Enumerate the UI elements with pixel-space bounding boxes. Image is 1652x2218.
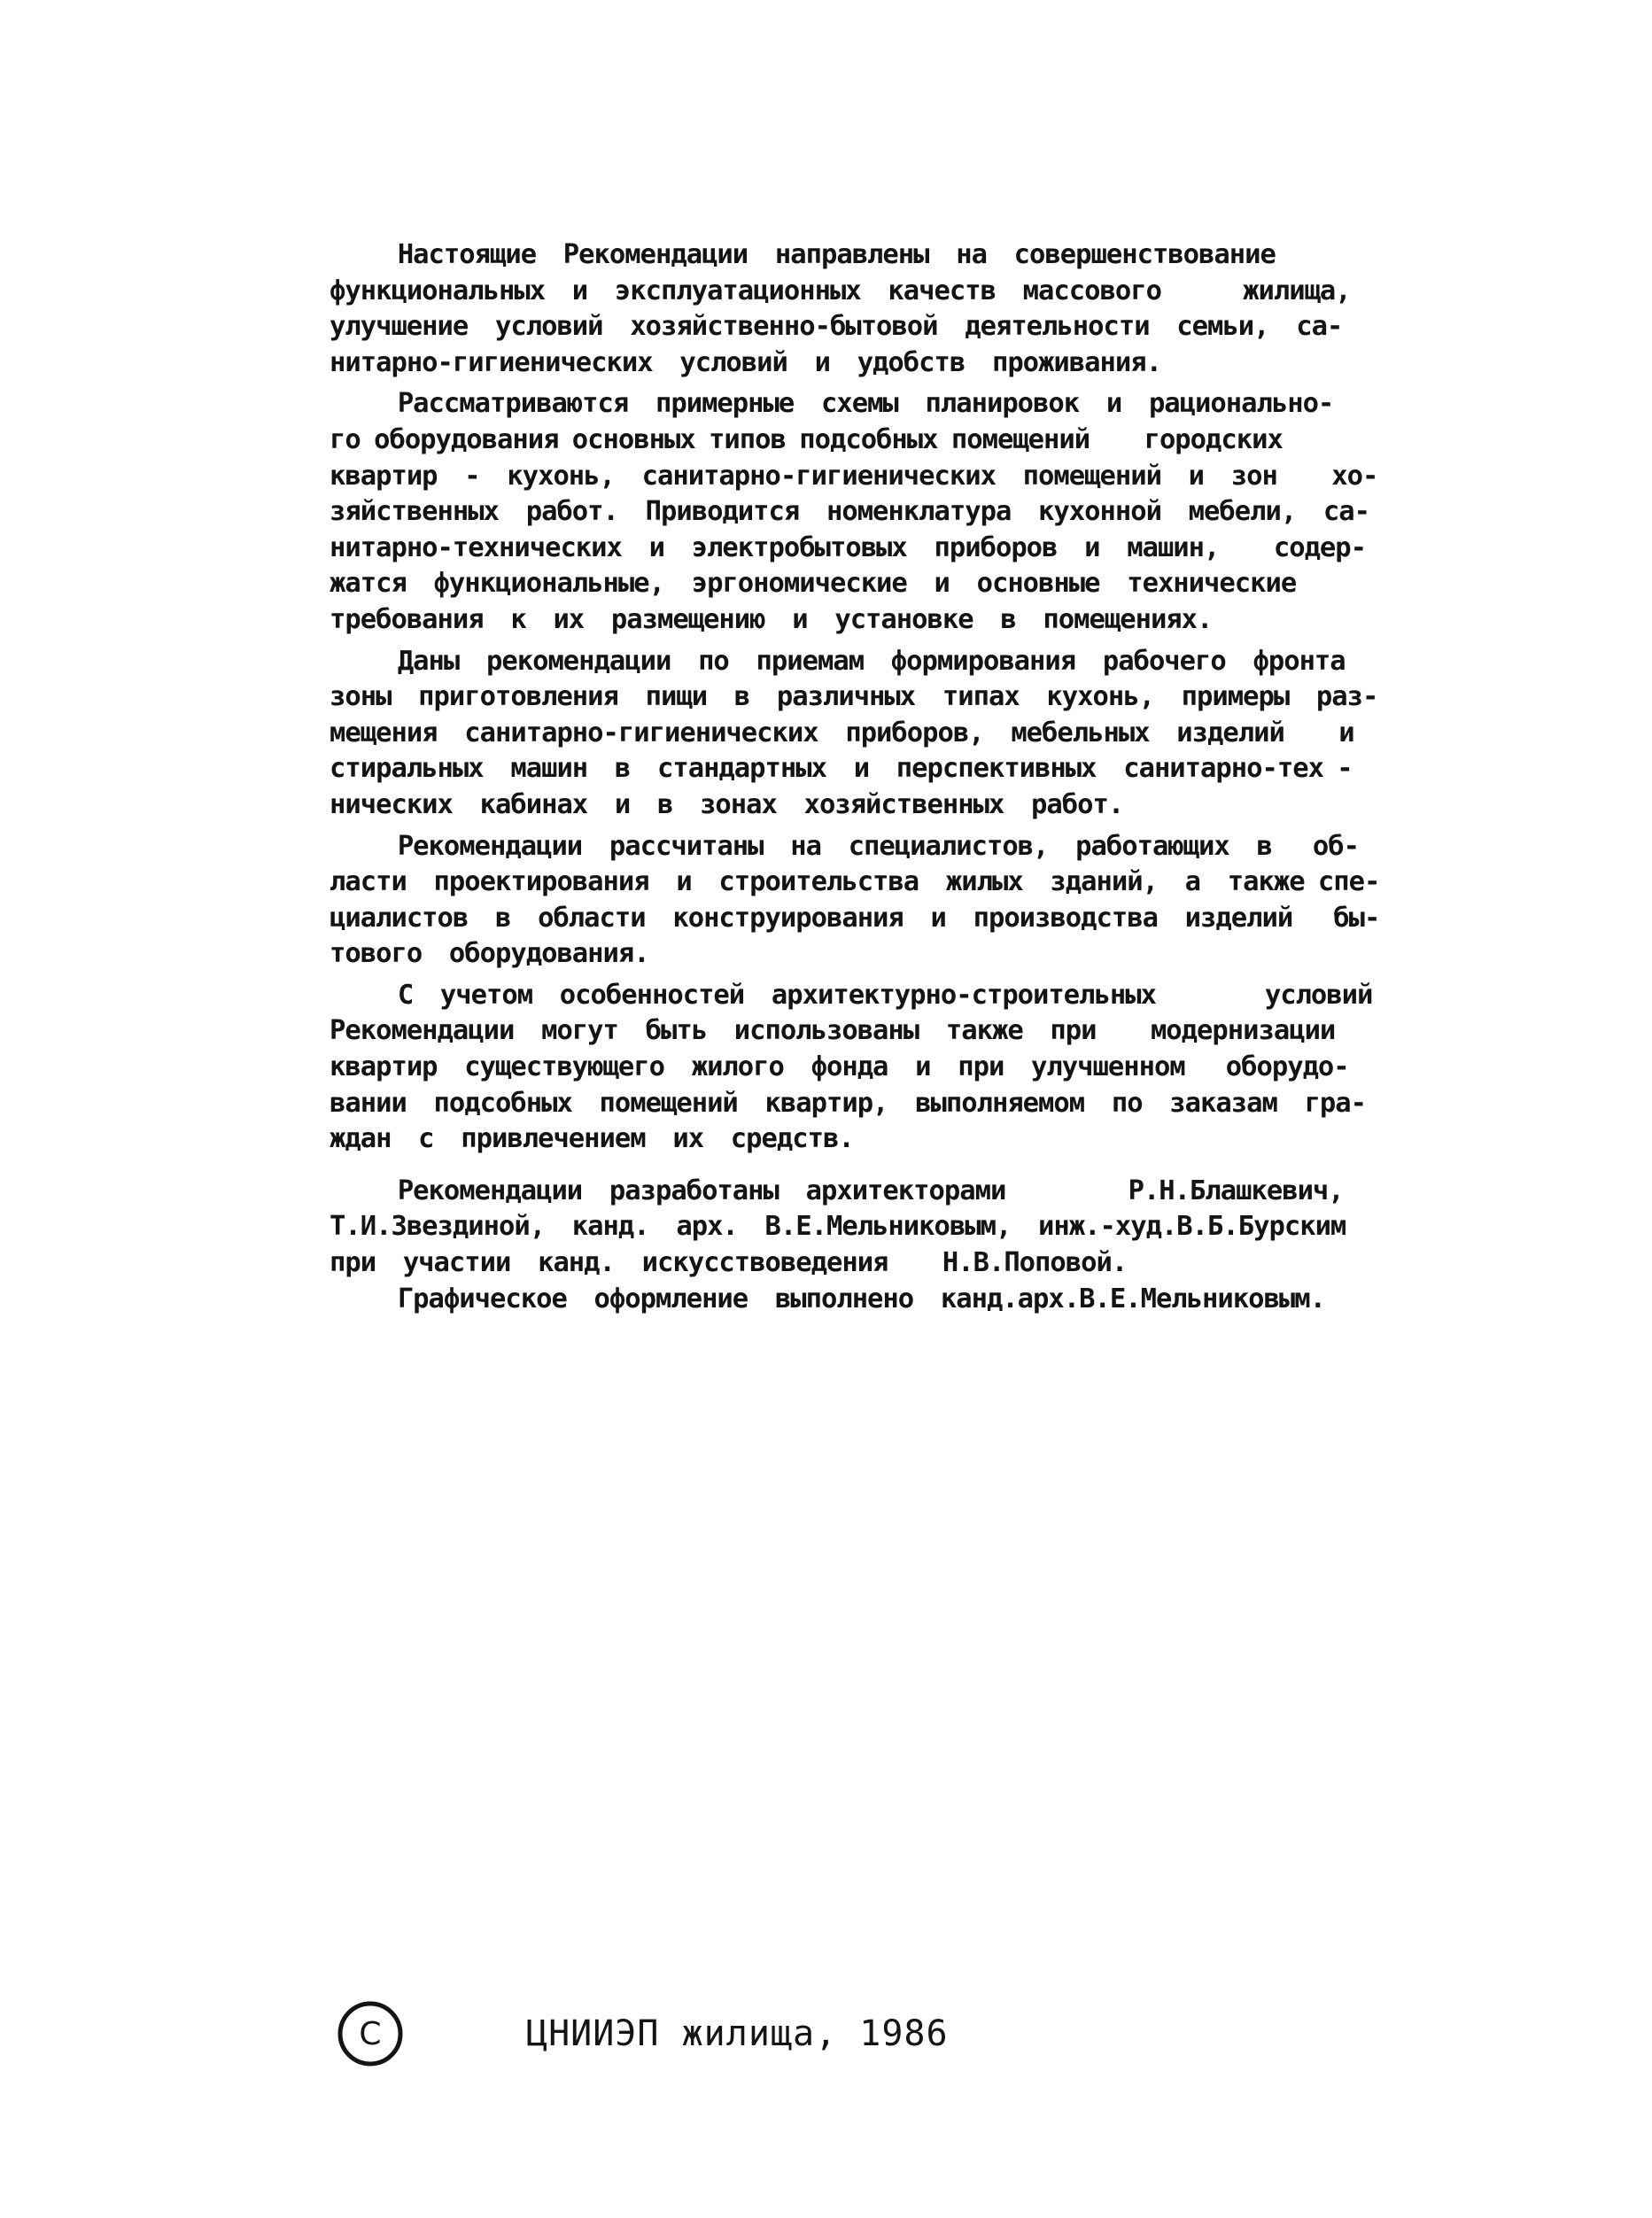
credits-graphics [330,1282,1384,1318]
text-line: Рекомендации разработаны архитекторами Р.Н.Блашкевич, [330,1175,1344,1206]
paragraph-modernization [330,978,1384,1158]
paragraph-recommendations [330,644,1384,824]
text-line: жатся функциональные, эргономические и основные технические [330,568,1297,600]
text-line: Рекомендации могут быть использованы также при модернизации [330,1015,1336,1047]
footer [337,2000,1222,2080]
text-line: Графическое оформление выполнено канд.арх.В.Е.Мельниковым. [330,1283,1325,1315]
text-line: стиральных машин в стандартных и перспективных санитарно-тех - [330,753,1353,785]
text-line: зоны приготовления пищи в различных типах кухонь, примеры раз- [330,681,1378,713]
copyright-icon [337,2000,404,2067]
text-line: вании подсобных помещений квартир, выполняемом по заказам гра- [330,1087,1367,1119]
text-line: С учетом особенностей архитектурно-строительных условий [330,979,1373,1011]
text-line: квартир существующего жилого фонда и при улучшенном оборудо- [330,1051,1349,1083]
text-line: ласти проектирования и строительства жилых зданий, а также спе- [330,866,1380,898]
text-line: нических кабинах и в зонах хозяйственных работ. [330,788,1124,820]
paragraph-purpose [330,237,1384,381]
text-line: улучшение условий хозяйственно-бытовой деятельности семьи, са- [330,311,1343,343]
body-text [330,237,1384,1317]
text-line: Рекомендации рассчитаны на специалистов, работающих в об- [330,830,1360,862]
text-line: циалистов в области конструирования и производства изделий бы- [330,902,1380,934]
text-line: нитарно-технических и электробытовых приборов и машин, содер- [330,531,1367,563]
text-line: зяйственных работ. Приводится номенклатура кухонной мебели, са- [330,496,1370,528]
text-line: мещения санитарно-гигиенических приборов, мебельных изделий и [330,717,1354,748]
paragraph-audience [330,829,1384,973]
text-line: Даны рекомендации по приемам формирования рабочего фронта [330,645,1346,677]
text-line: квартир - кухонь, санитарно-гигиенических помещений и зон хо- [330,460,1378,492]
text-line: го оборудования основных типов подсобных помещений городских [330,423,1283,455]
text-line: функциональных и эксплуатационных качеств массового жилища, [330,275,1351,306]
text-line: Т.И.Звездиной, канд. арх. В.Е.Мельниковым, инж.-худ.В.Б.Бурским [330,1211,1346,1243]
text-line: ждан с привлечением их средств. [330,1123,854,1155]
text-line: Рассматриваются примерные схемы планировок и рационально- [330,388,1334,420]
text-line: требования к их размещению и установке в помещениях. [330,603,1213,635]
text-line: нитарно-гигиенических условий и удобств проживания. [330,346,1161,378]
copyright-letter: C [359,2016,382,2052]
text-line: тового оборудования. [330,938,649,970]
credits-authors [330,1174,1384,1282]
text-line: при участии канд. искусствоведения Н.В.Поповой. [330,1247,1128,1279]
publisher-line: ЦНИИЭП жилища, 1986 [526,2013,949,2054]
paragraph-scope [330,386,1384,638]
text-line: Настоящие Рекомендации направлены на совершенствование [330,239,1276,270]
